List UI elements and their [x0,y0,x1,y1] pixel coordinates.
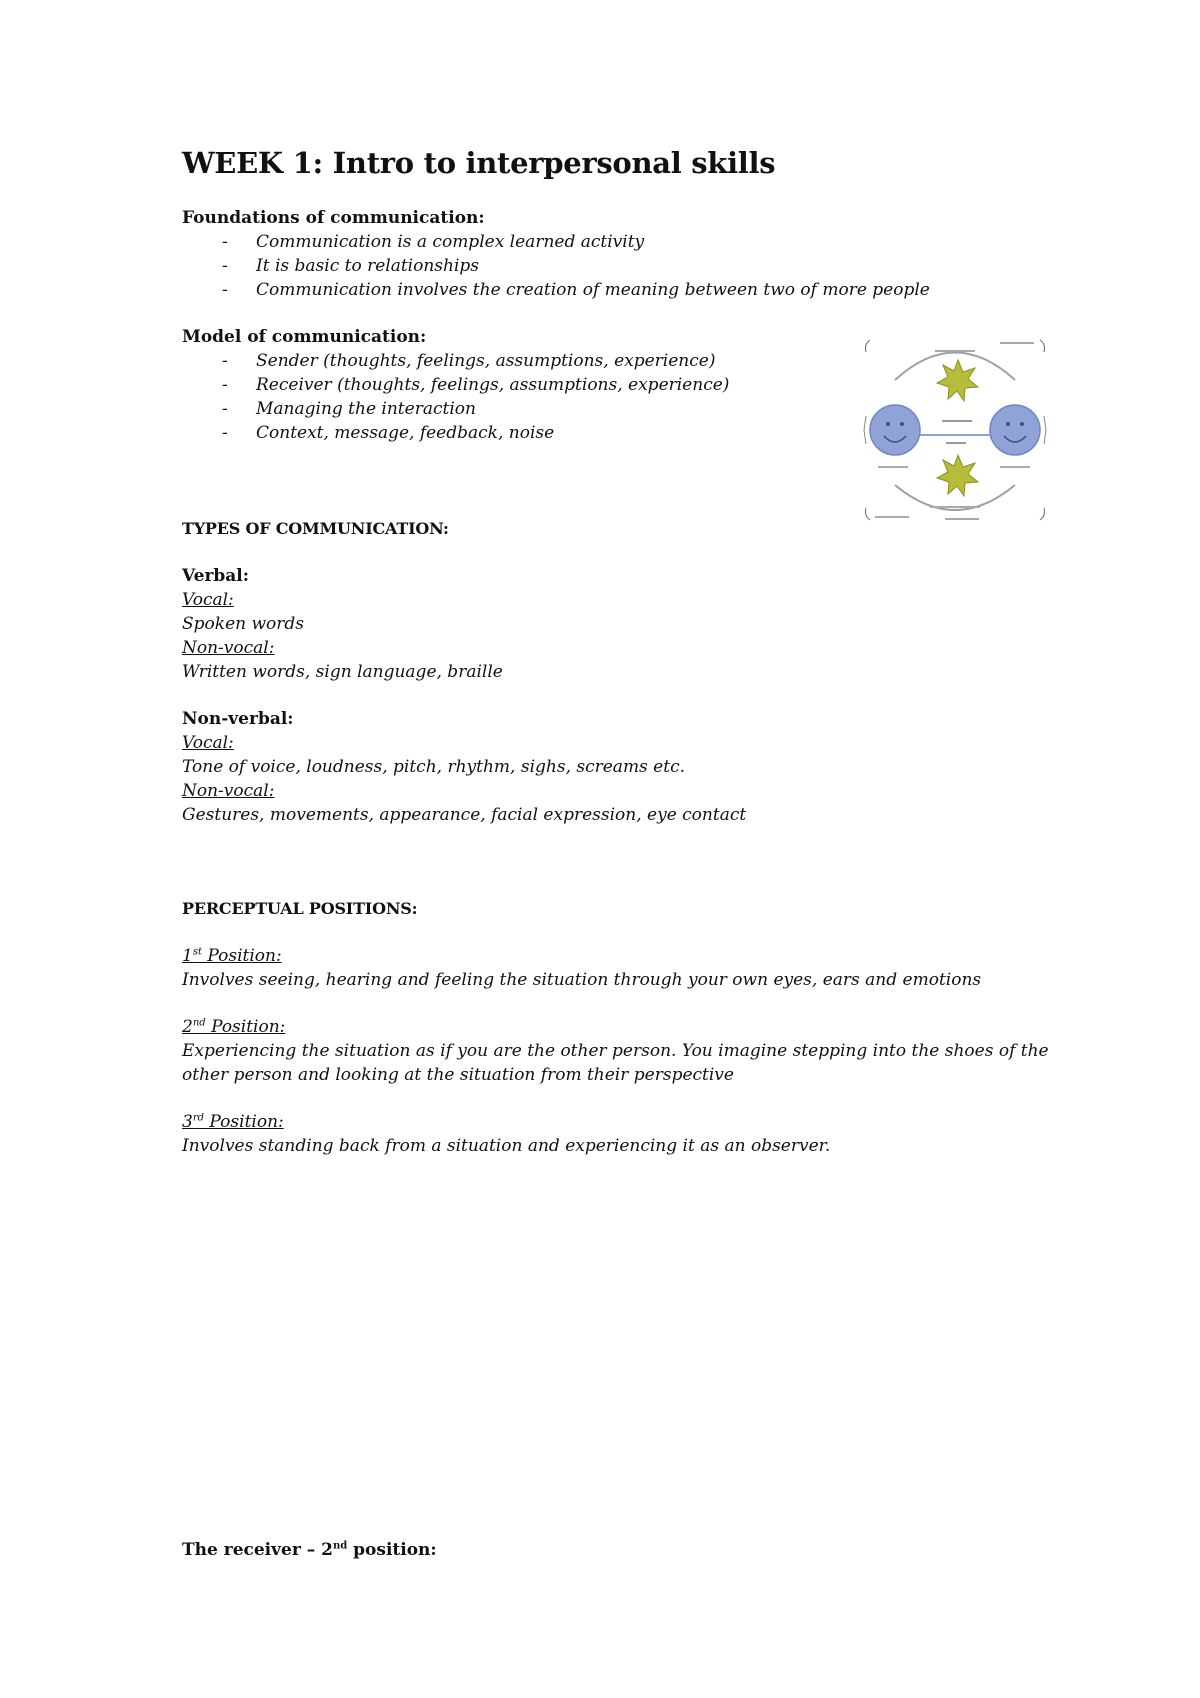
verbal-heading: Verbal: [182,566,250,586]
nonverbal-heading: Non-verbal: [182,709,294,729]
bullet-dash: - [222,256,228,276]
receiver-heading: The receiver – 2nd position: [182,1540,437,1560]
verbal-vocal-text: Spoken words [182,614,304,634]
nonverbal-nonvocal-text: Gestures, movements, appearance, facial expression, eye contact [182,805,747,825]
page-title: WEEK 1: Intro to interpersonal skills [182,146,776,180]
nonverbal-nonvocal-label: Non-vocal: [182,781,275,801]
model-item: Receiver (thoughts, feelings, assumptions, experience) [256,375,730,395]
first-position-text: Involves seeing, hearing and feeling the situation through your own eyes, ears and emotions [182,970,982,990]
verbal-nonvocal-label: Non-vocal: [182,638,275,658]
first-position-label: 1st Position: [182,946,282,966]
types-heading: TYPES OF COMMUNICATION: [182,519,449,538]
bullet-dash: - [222,351,228,371]
bullet-dash: - [222,280,228,300]
model-heading: Model of communication: [182,327,427,347]
third-position-label: 3rd Position: [182,1112,284,1132]
bullet-dash: - [222,399,228,419]
model-item: Sender (thoughts, feelings, assumptions, experience) [256,351,716,371]
communication-model-diagram [860,330,1050,530]
second-position-text: Experiencing the situation as if you are the other person. You imagine stepping into the shoes of the [182,1041,1049,1061]
verbal-vocal-label: Vocal: [182,590,234,610]
foundations-item: Communication involves the creation of meaning between two of more people [256,280,930,300]
model-item: Context, message, feedback, noise [256,423,555,443]
second-position-text: other person and looking at the situation from their perspective [182,1065,734,1085]
third-position-text: Involves standing back from a situation and experiencing it as an observer. [182,1136,831,1156]
bullet-dash: - [222,375,228,395]
model-item: Managing the interaction [256,399,476,419]
bullet-dash: - [222,423,228,443]
second-position-label: 2nd Position: [182,1017,286,1037]
nonverbal-vocal-text: Tone of voice, loudness, pitch, rhythm, sighs, screams etc. [182,757,686,777]
foundations-item: Communication is a complex learned activity [256,232,645,252]
foundations-heading: Foundations of communication: [182,208,485,228]
nonverbal-vocal-label: Vocal: [182,733,234,753]
perceptual-heading: PERCEPTUAL POSITIONS: [182,899,418,918]
foundations-item: It is basic to relationships [256,256,480,276]
verbal-nonvocal-text: Written words, sign language, braille [182,662,503,682]
bullet-dash: - [222,232,228,252]
